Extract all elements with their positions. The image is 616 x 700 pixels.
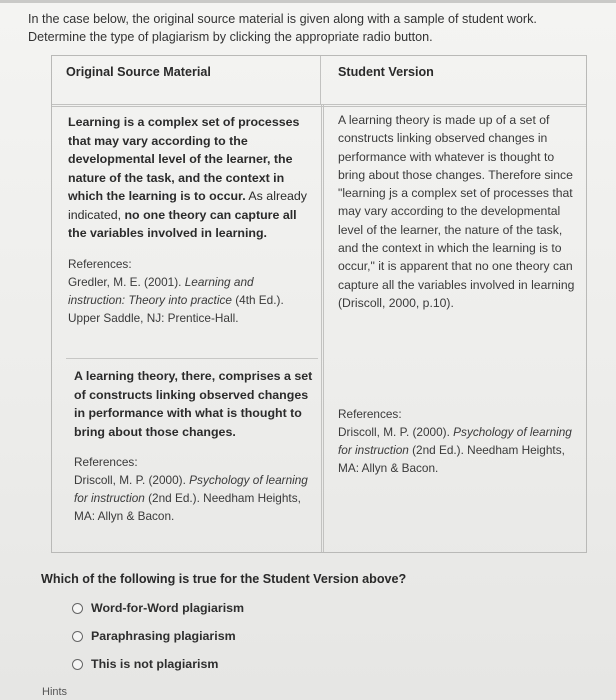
- radio-not-plagiarism[interactable]: [72, 659, 83, 670]
- option-paraphrasing[interactable]: [72, 629, 236, 643]
- source1-plain: As already indicated,: [68, 189, 307, 222]
- source1-bold-b: no one theory can capture all the variables involved in learning.: [68, 207, 297, 240]
- question-text: Which of the following is true for the Student Version above?: [41, 572, 407, 586]
- source1-citation: Gredler, M. E. (2001). Learning and instruction: Theory into practice (4th Ed.). Upper Saddle, NJ: Prentice-Hall.: [68, 274, 284, 325]
- header-divider: [52, 104, 586, 107]
- option-label: This is not plagiarism: [91, 657, 219, 671]
- header-student-version: Student Version: [338, 65, 434, 79]
- source2-refs-label: References:: [74, 455, 138, 469]
- student-references: [338, 405, 578, 477]
- original-source-1: [68, 113, 308, 327]
- student-citation: Driscoll, M. P. (2000). Psychology of learning for instruction (2nd Ed.). Needham Heights, MA: Allyn & Bacon.: [338, 425, 572, 475]
- radio-word-for-word[interactable]: [72, 603, 83, 614]
- option-label: Word-for-Word plagiarism: [91, 601, 245, 615]
- source-separator: [66, 358, 318, 359]
- option-label: Paraphrasing plagiarism: [91, 629, 236, 643]
- instructions-line-2: Determine the type of plagiarism by clicking the appropriate radio button.: [28, 30, 433, 44]
- student-refs-label: References:: [338, 407, 402, 421]
- source2-citation: Driscoll, M. P. (2000). Psychology of learning for instruction (2nd Ed.). Needham Heights, MA: Allyn & Bacon.: [74, 473, 308, 523]
- top-divider: [0, 0, 616, 3]
- instructions: [28, 10, 598, 46]
- original-source-2: [74, 367, 318, 525]
- hints-link[interactable]: Hints: [42, 686, 68, 698]
- option-not-plagiarism[interactable]: [72, 657, 218, 671]
- comparison-table: [51, 55, 587, 553]
- column-divider: [321, 104, 324, 552]
- source2-bold: A learning theory, there, comprises a set of constructs linking observed changes in performance with what is thought to bring about those changes.: [74, 369, 313, 439]
- source2-references: [74, 453, 318, 525]
- student-version-text: A learning theory is made up of a set of constructs linking observed changes in performance with whatever is thought to bring about those changes. Therefore since "learning js a complex set of processes that may vary according to the developmental level of the learner, the nature of the task, and the context in which the learning is to occur," it is apparent that no one theory can capture all the variables involved in learning (Driscoll, 2000, p.10).: [338, 113, 575, 310]
- header-original-source: Original Source Material: [52, 56, 321, 104]
- source1-references: [68, 255, 308, 327]
- source1-bold-a: Learning is a complex set of processes that may vary according to the developmental level of the learner, the nature of the task, and the context in which the learning is to occur.: [68, 115, 300, 203]
- instructions-line-1: In the case below, the original source material is given along with a sample of student work.: [28, 12, 537, 26]
- radio-paraphrasing[interactable]: [72, 631, 83, 642]
- source1-refs-label: References:: [68, 256, 132, 271]
- option-word-for-word[interactable]: [72, 601, 244, 615]
